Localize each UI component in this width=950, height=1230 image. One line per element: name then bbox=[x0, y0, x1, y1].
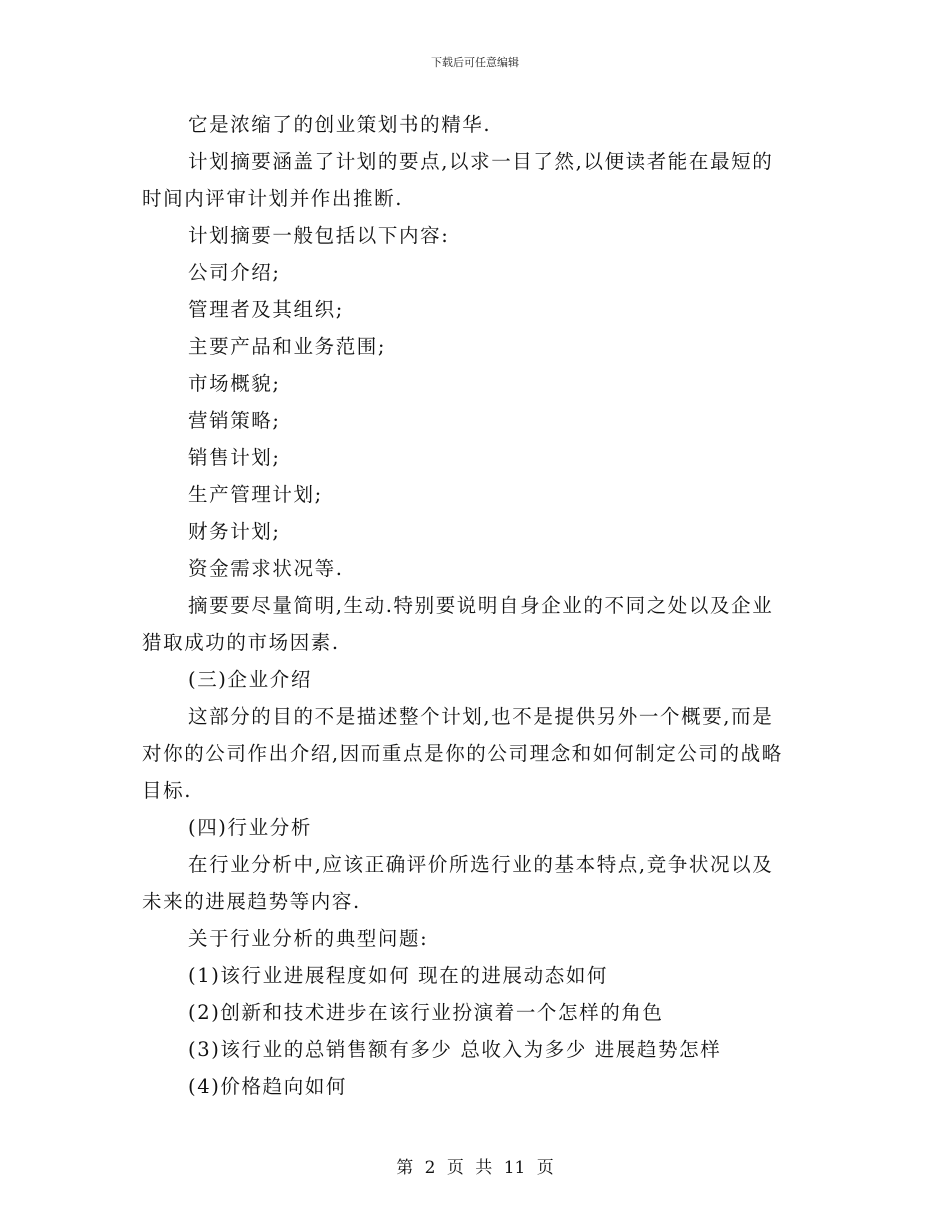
page-footer: 第 2 页 共 11 页 bbox=[396, 1158, 554, 1178]
list-item: 资金需求状况等. bbox=[188, 557, 344, 580]
paragraph-line: 摘要要尽量简明,生动.特别要说明自身企业的不同之处以及企业 bbox=[188, 594, 774, 617]
paragraph-line: 计划摘要一般包括以下内容: bbox=[188, 224, 450, 247]
list-item: (3)该行业的总销售额有多少 总收入为多少 进展趋势怎样 bbox=[188, 1038, 722, 1061]
paragraph-line: 时间内评审计划并作出推断. bbox=[142, 187, 403, 210]
section-heading: (四)行业分析 bbox=[188, 816, 312, 839]
paragraph-line: 目标. bbox=[142, 779, 192, 802]
paragraph-line: 计划摘要涵盖了计划的要点,以求一目了然,以便读者能在最短的 bbox=[188, 150, 774, 173]
list-item: 营销策略; bbox=[188, 409, 281, 432]
paragraph-line: 未来的进展趋势等内容. bbox=[142, 890, 361, 913]
paragraph-line: 它是浓缩了的创业策划书的精华. bbox=[188, 113, 492, 136]
page-header: 下载后可任意编辑 bbox=[431, 56, 519, 69]
list-item: 生产管理计划; bbox=[188, 483, 323, 506]
paragraph-line: 对你的公司作出介绍,因而重点是你的公司理念和如何制定公司的战略 bbox=[142, 742, 783, 765]
list-item: (1)该行业进展程度如何 现在的进展动态如何 bbox=[188, 964, 609, 987]
list-item: 公司介绍; bbox=[188, 261, 281, 284]
list-item: 市场概貌; bbox=[188, 372, 281, 395]
list-item: 财务计划; bbox=[188, 520, 281, 543]
section-heading: (三)企业介绍 bbox=[188, 668, 312, 691]
paragraph-line: 关于行业分析的典型问题: bbox=[188, 927, 429, 950]
list-item: (2)创新和技术进步在该行业扮演着一个怎样的角色 bbox=[188, 1001, 664, 1024]
list-item: 管理者及其组织; bbox=[188, 298, 344, 321]
paragraph-line: 在行业分析中,应该正确评价所选行业的基本特点,竞争状况以及 bbox=[188, 853, 774, 876]
list-item: (4)价格趋向如何 bbox=[188, 1075, 348, 1098]
paragraph-line: 猎取成功的市场因素. bbox=[142, 631, 340, 654]
list-item: 销售计划; bbox=[188, 446, 281, 469]
document-body bbox=[142, 106, 810, 1105]
list-item: 主要产品和业务范围; bbox=[188, 335, 387, 358]
paragraph-line: 这部分的目的不是描述整个计划,也不是提供另外一个概要,而是 bbox=[188, 705, 774, 728]
